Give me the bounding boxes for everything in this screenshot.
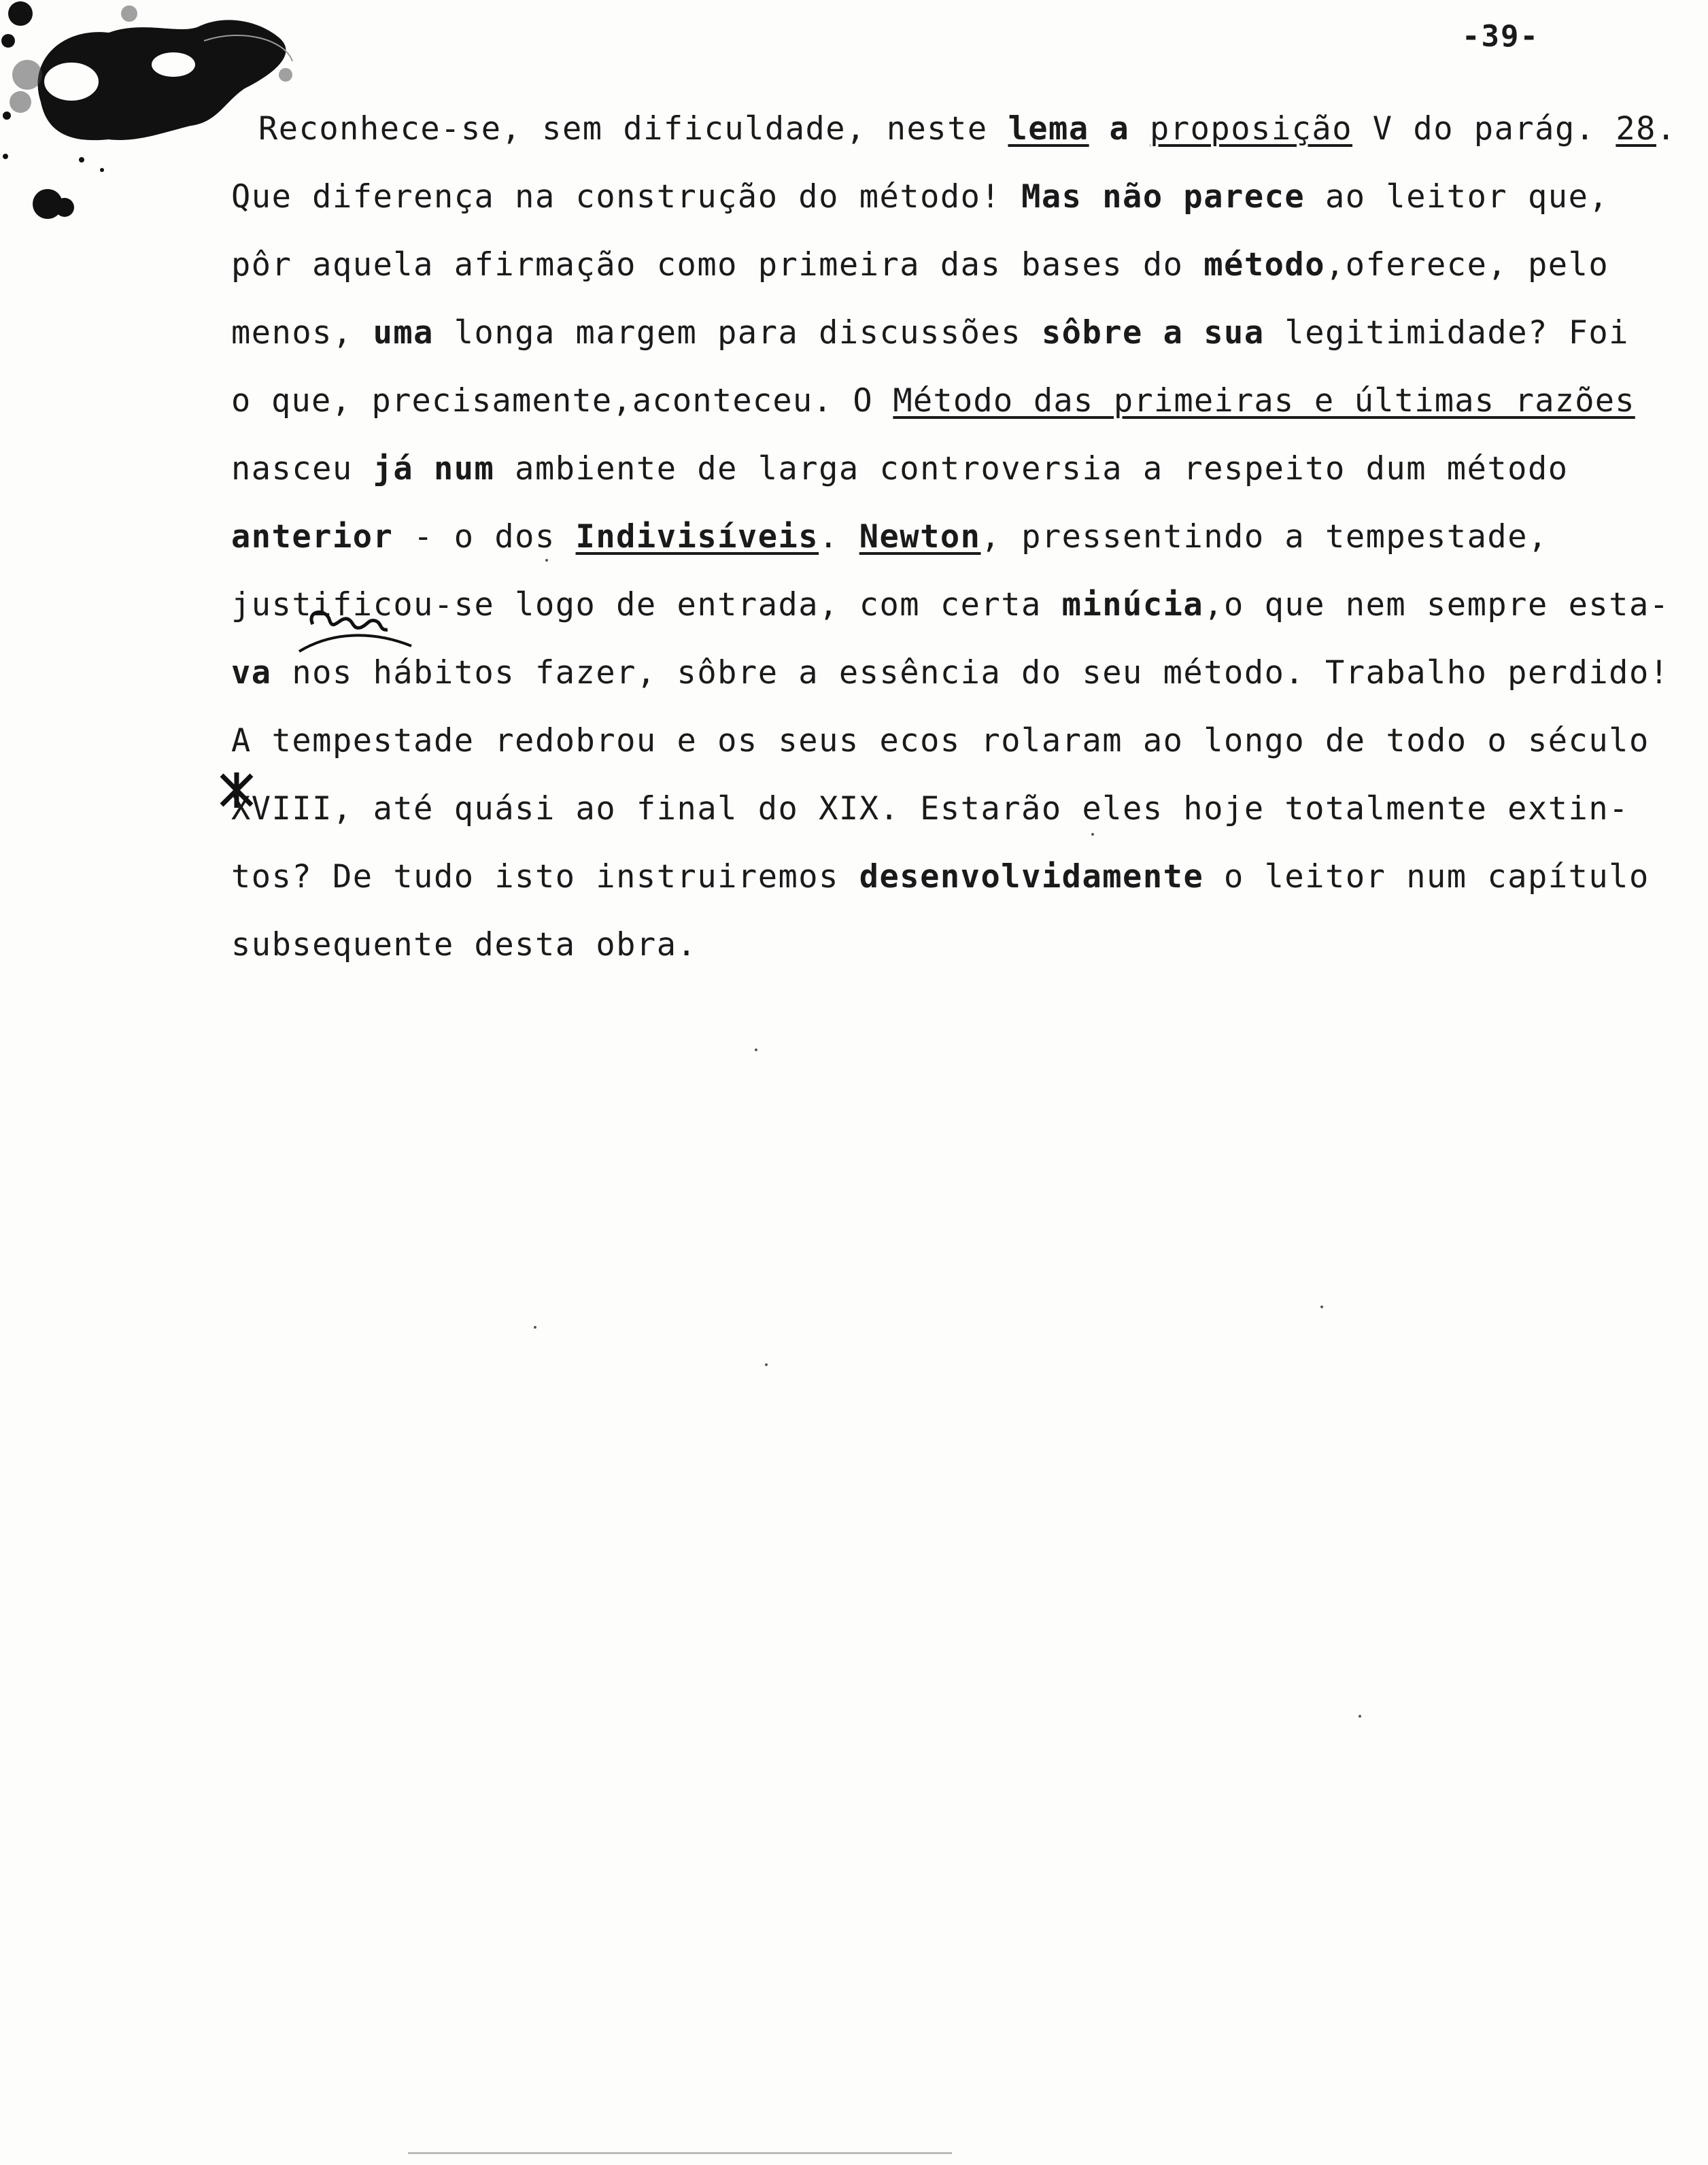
text-run: o leitor num capítulo	[1203, 858, 1650, 896]
text-run: ao leitor que,	[1305, 178, 1609, 216]
text-line	[231, 775, 1659, 843]
text-line	[231, 367, 1659, 435]
text-line	[231, 843, 1659, 911]
text-line	[231, 911, 1659, 979]
text-run: 28	[1616, 110, 1656, 148]
text-line	[231, 707, 1659, 775]
text-line	[231, 163, 1659, 231]
text-line	[231, 639, 1670, 707]
ink-speck	[765, 1363, 768, 1366]
text-run: legitimidade? Foi	[1264, 314, 1629, 352]
text-run: justificou-se logo de entrada, com certa	[231, 586, 1062, 624]
text-line	[231, 435, 1659, 503]
bottom-edge-line	[408, 2152, 952, 2154]
text-line	[231, 503, 1659, 571]
text-line	[231, 571, 1670, 639]
text-run: método	[1203, 246, 1326, 284]
text-run: uma	[373, 314, 434, 352]
ink-speck	[1320, 1306, 1323, 1308]
text-run: nasceu	[231, 450, 373, 488]
text-run: XVIII, até quási ao final do XIX. Estarão eles hoje totalmente extin-	[231, 790, 1629, 828]
handwritten-note	[292, 604, 415, 658]
ink-speck	[1359, 1715, 1361, 1718]
text-line	[231, 231, 1659, 299]
text-line	[231, 95, 1677, 163]
text-run: pôr aquela afirmação como primeira das bases do	[231, 246, 1204, 284]
text-run: Indivisíveis	[575, 518, 819, 556]
body-text	[231, 95, 1677, 979]
text-run: minúcia	[1061, 586, 1204, 624]
text-run: , pressentindo a tempestade,	[980, 518, 1548, 556]
text-run: - o dos	[393, 518, 576, 556]
text-run: subsequente desta obra.	[231, 926, 698, 964]
text-run: sôbre a sua	[1041, 314, 1265, 352]
text-run: Reconhece-se, sem dificuldade, neste	[258, 110, 1008, 148]
text-run: já num	[373, 450, 495, 488]
text-run: desenvolvidamente	[859, 858, 1204, 896]
ink-speck	[545, 559, 548, 562]
page-number: -39-	[1462, 19, 1539, 54]
text-run: A tempestade redobrou e os seus ecos rolaram ao longo de todo o século	[231, 722, 1650, 760]
text-run: Mas não parece	[1021, 178, 1305, 216]
text-run: tos? De tudo isto instruiremos	[231, 858, 859, 896]
text-run: Método das primeiras e últimas razões	[893, 382, 1635, 420]
text-run: lema	[1008, 110, 1089, 148]
ink-speck	[534, 1326, 536, 1329]
text-run: menos,	[231, 314, 373, 352]
text-run: nos hábitos fazer, sôbre a essência do seu método. Trabalho perdido!	[271, 654, 1670, 692]
text-run: longa margem para discussões	[433, 314, 1042, 352]
text-line	[231, 299, 1659, 367]
text-run: ambiente de larga controversia a respeito dum método	[494, 450, 1569, 488]
text-run: .	[1656, 110, 1677, 148]
text-run: Que diferença na construção do método!	[231, 178, 1022, 216]
text-run: .	[819, 518, 859, 556]
text-run: proposição	[1150, 110, 1353, 148]
handwritten-x-mark	[216, 770, 257, 811]
text-run: va	[231, 654, 272, 692]
text-run: V do parág.	[1352, 110, 1616, 148]
text-run: anterior	[231, 518, 394, 556]
text-run: ,o que nem sempre esta-	[1203, 586, 1670, 624]
ink-speck	[1091, 833, 1094, 836]
text-run: a	[1089, 110, 1150, 148]
text-run: Newton	[859, 518, 981, 556]
text-run: ,oferece, pelo	[1325, 246, 1609, 284]
ink-speck	[755, 1049, 757, 1051]
text-run: o que, precisamente,aconteceu. O	[231, 382, 893, 420]
